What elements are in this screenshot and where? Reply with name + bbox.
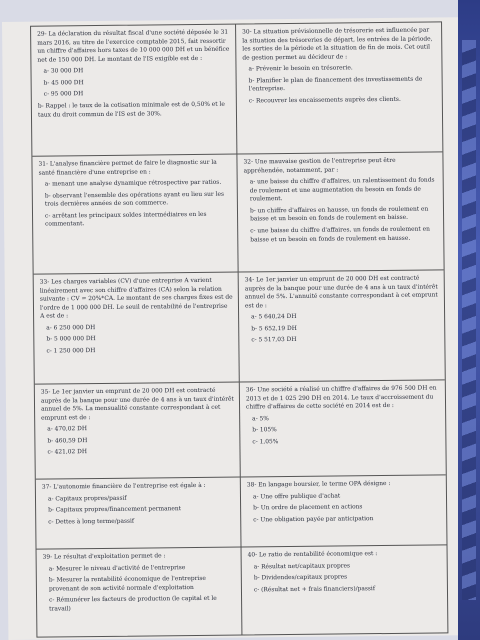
background-fabric xyxy=(458,0,480,640)
answer-options xyxy=(248,561,442,595)
answer-option: b- 45 000 DH xyxy=(43,79,84,87)
answer-option: a- 470,02 DH xyxy=(47,426,88,433)
question-text: 34- Le 1er janvier un emprunt de 20 000 DH est contracté auprès de la banque pour une durée de 4 ans à un taux d'intérêt annuel de 5%. L'annuité constante correspondant à cet emprunt est de : xyxy=(244,275,438,310)
exam-sheet xyxy=(2,17,464,640)
answer-options xyxy=(245,312,439,346)
answer-option: b- observant l'ensemble des opérations ayant eu lieu sur les trois dernières années de son commerce. xyxy=(44,191,225,208)
answer-option: c- Dettes à long terme/passif xyxy=(48,518,135,526)
answer-option: c- 95 000 DH xyxy=(43,91,84,98)
answer-option: a- Mesurer le niveau d'activité de l'entreprise xyxy=(48,564,186,573)
answer-option: a- 30 000 DH xyxy=(43,68,84,75)
answer-option: b- Capitaux propres/financement permanent xyxy=(48,506,182,514)
question-cell xyxy=(241,475,447,547)
question-text: 38- En langage boursier, le terme OPA désigne : xyxy=(246,480,391,489)
question-cell xyxy=(31,25,237,157)
question-cell xyxy=(36,478,242,550)
answer-option: c- une baisse du chiffre d'affaires, un fonds de roulement en baisse et un besoin en fonds de roulement en hausse. xyxy=(250,226,430,243)
question-cell xyxy=(240,380,446,477)
question-cell xyxy=(239,270,445,382)
answer-options xyxy=(242,64,436,106)
answer-option: c- 5 517,03 DH xyxy=(251,337,297,344)
answer-option: c- Une obligation payée par anticipation xyxy=(253,515,374,524)
answer-options xyxy=(244,177,439,245)
question-cell xyxy=(237,152,443,272)
answer-option: c- 1 250 000 DH xyxy=(46,347,96,355)
question-cell xyxy=(34,273,240,385)
answer-options xyxy=(42,493,235,527)
answer-option: a- une baisse du chiffre d'affaires, un ralentissement du fonds de roulement et une augmentation du besoin en fonds de roulement. xyxy=(249,177,435,203)
answer-option: b- un chiffre d'affaires en hausse, un fonds de roulement en baisse et un besoin en fonds de roulement en baisse. xyxy=(249,206,429,223)
question-text: 37- L'autonomie financière de l'entreprise est égale à : xyxy=(41,482,206,491)
answer-option: b- 5 652,19 DH xyxy=(251,325,297,333)
answer-options xyxy=(246,413,440,447)
answer-option: a- Prévenir le besoin en trésorerie. xyxy=(248,65,353,73)
answer-option: a- 5 640,24 DH xyxy=(251,314,297,321)
answer-option: c- Rémunérer les facteurs de production (le capital et le travail) xyxy=(49,596,217,613)
answer-options xyxy=(41,424,234,458)
question-cell xyxy=(32,155,238,275)
question-note: b- Rappel : le taux de la cotisation minimale est de 0,50% et le taux du droit commun de l'IS est de 30%. xyxy=(37,101,225,119)
question-text: 40- Le ratio de rentabilité économique est : xyxy=(247,551,378,559)
question-text: 30- La situation prévisionnelle de trésorerie est influencée par la situation des trésoreries de départ, les entrées de la période, les sorties de la période et la situation de fin de mois. Cet outil de gestion permet au décideur de : xyxy=(242,27,433,62)
question-text: 31- L'analyse financière permet de faire le diagnostic sur la santé financière d'une entreprise en : xyxy=(38,159,217,177)
answer-options xyxy=(43,563,237,614)
answer-option: b- 460,59 DH xyxy=(47,437,88,445)
question-text: 32- Une mauvaise gestion de l'entreprise peut être appréhendée, notamment, par : xyxy=(243,157,396,175)
question-cell xyxy=(37,548,243,638)
answer-option: a- Une offre publique d'achat xyxy=(252,493,341,500)
question-text: 39- Le résultat d'exploitation permet de : xyxy=(42,553,166,561)
answer-option: c- 1,05% xyxy=(252,438,279,446)
question-text: 33- Les charges variables (CV) d'une entreprise A varient linéairement avec son chiffre d'affaires (CA) selon la relation suivante : CV = 20%*CA. Le montant de ses charges fixes est de l'ordre de 1 000 000 DH. Le seuil de rentabilité de l'entreprise A est de : xyxy=(39,277,233,320)
answer-option: c- 421,02 DH xyxy=(47,449,88,456)
question-text: 36- Une société a réalisé un chiffre d'affaires de 976 500 DH en 2013 et de 1 025 290 DH en 2014. Le taux d'accroissement du chiffre d'affaires de cette société en 2014 est de : xyxy=(245,385,437,411)
answer-option: b- Mesurer la rentabilité économique de l'entreprise provenant de son activité normale d'exploitation xyxy=(48,576,206,593)
question-text: 35- Le 1er janvier un emprunt de 20 000 DH est contracté auprès de la banque pour une durée de 4 ans à un taux d'intérêt annuel de 5%. La mensualité constante correspondant à cet emprunt est de : xyxy=(40,387,234,422)
answer-option: b- Planifier le plan de financement des investissements de l'entreprise. xyxy=(248,76,423,93)
answer-option: a- 5% xyxy=(252,415,269,423)
answer-options xyxy=(37,66,230,100)
answer-option: b- Un ordre de placement en actions xyxy=(253,504,363,512)
answer-options xyxy=(247,491,441,525)
question-text: 29- La déclaration du résultat fiscal d'une société déposée le 31 mars 2016, au titre de l'exercice comptable 2015, fait ressortir un chiffre d'affaires hors taxes de 10 000 000 DH et un bénéfice net de 150 000 DH. Le montant de l'IS exigible est de : xyxy=(37,29,230,64)
answer-option: c- arrêtant les principaux soldes intermédiaires en les commentant. xyxy=(45,211,207,228)
answer-option: c- (Résultat net + frais financiers)/passif xyxy=(253,585,376,594)
answer-option: b- 105% xyxy=(252,427,277,434)
answer-options xyxy=(39,179,233,230)
answer-option: c- Recouvrer les encaissements auprès des clients. xyxy=(248,96,401,105)
answer-option: a- 6 250 000 DH xyxy=(46,324,96,332)
question-cell xyxy=(236,22,442,154)
question-cell xyxy=(242,545,448,635)
answer-option: a- Capitaux propres/passif xyxy=(47,495,127,503)
answer-option: a- Résultat net/capitaux propres xyxy=(253,562,351,570)
answer-options xyxy=(40,322,233,356)
question-table xyxy=(30,21,448,637)
question-cell xyxy=(35,383,241,480)
answer-option: a- menant une analyse dynamique rétrospective par ratios. xyxy=(44,179,222,188)
answer-option: b- 5 000 000 DH xyxy=(46,336,96,343)
answer-option: b- Dividendes/capitaux propres xyxy=(253,574,348,582)
